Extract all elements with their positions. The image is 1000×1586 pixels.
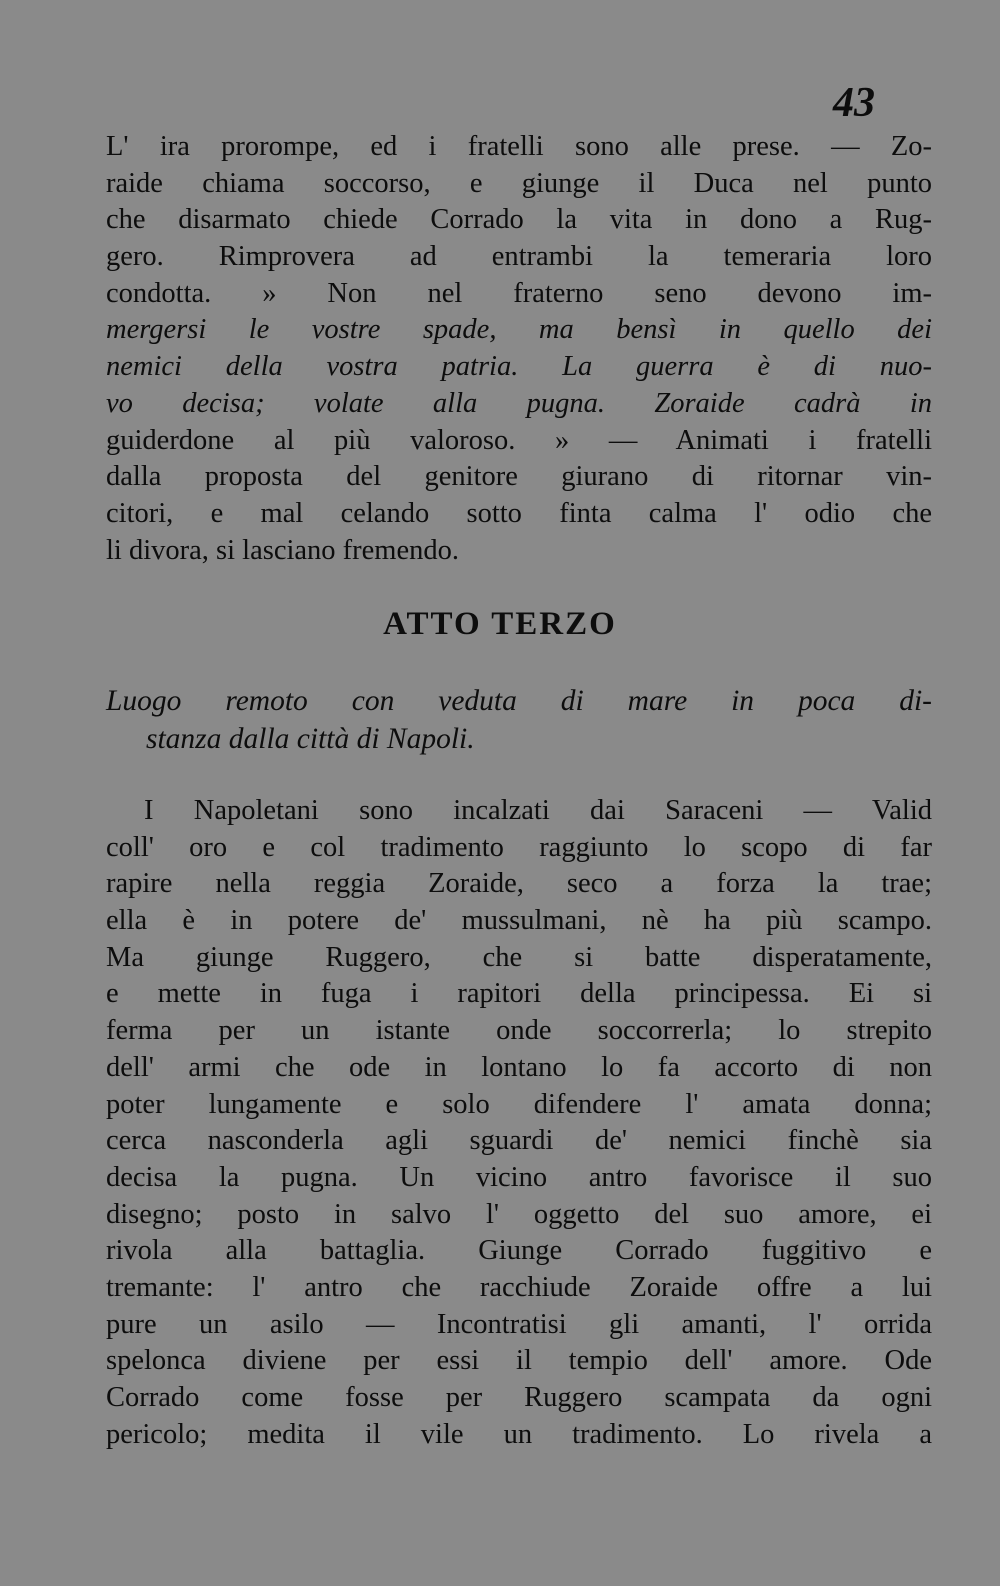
text-line: decisa la pugna. Un vicino antro favorisce il suo	[106, 1161, 932, 1193]
text-line: raide chiama soccorso, e giunge il Duca nel punto	[106, 167, 932, 199]
text-line: disegno; posto in salvo l' oggetto del suo amore, ei	[106, 1198, 932, 1230]
text-line: coll' oro e col tradimento raggiunto lo scopo di far	[106, 831, 932, 863]
text-line-italic: nemici della vostra patria. La guerra è di nuo-	[106, 351, 932, 383]
text-line: guiderdone al più valoroso. » — Animati i fratelli	[106, 424, 932, 456]
text-line: tremante: l' antro che racchiude Zoraide offre a lui	[106, 1271, 932, 1303]
text-line: poter lungamente e solo difendere l' amata donna;	[106, 1088, 932, 1120]
text-line: rivola alla battaglia. Giunge Corrado fuggitivo e	[106, 1235, 932, 1267]
text-line: dell' armi che ode in lontano lo fa accorto di non	[106, 1051, 932, 1083]
text-line-italic: mergersi le vostre spade, ma bensì in quello dei	[106, 314, 932, 346]
text-line: condotta. » Non nel fraterno seno devono im-	[106, 277, 932, 309]
text-line: pure un asilo — Incontratisi gli amanti, l' orrida	[106, 1308, 932, 1340]
text-line: pericolo; medita il vile un tradimento. Lo rivela a	[106, 1418, 932, 1450]
text-line: ella è in potere de' mussulmani, nè ha più scampo.	[106, 905, 932, 937]
text-line: cerca nasconderla agli sguardi de' nemici finchè sia	[106, 1125, 932, 1157]
page-number: 43	[833, 80, 875, 126]
text-line: li divora, si lasciano fremendo.	[106, 534, 459, 566]
text-line: e mette in fuga i rapitori della principessa. Ei si	[106, 978, 932, 1010]
text-line: citori, e mal celando sotto finta calma l' odio che	[106, 497, 932, 529]
text-line: Corrado come fosse per Ruggero scampata da ogni	[106, 1382, 932, 1413]
paragraph-act-three	[106, 793, 932, 1453]
text-line: dalla proposta del genitore giurano di ritornar vin-	[106, 461, 932, 493]
scene-line: Luogo remoto con veduta di mare in poca di-	[106, 685, 932, 717]
text-line: I Napoletani sono incalzati dai Saraceni — Valid	[144, 795, 932, 826]
text-line: che disarmato chiede Corrado la vita in dono a Rug-	[106, 204, 932, 236]
text-line: L' ira prorompe, ed i fratelli sono alle prese. — Zo-	[106, 131, 932, 162]
text-line: spelonca diviene per essi il tempio dell' amore. Ode	[106, 1345, 932, 1377]
text-line: Ma giunge Ruggero, che si batte disperatamente,	[106, 941, 932, 973]
scene-line: stanza dalla città di Napoli.	[146, 723, 475, 755]
act-heading: ATTO TERZO	[383, 606, 617, 642]
paragraph-act-two-end	[106, 129, 932, 569]
text-line: rapire nella reggia Zoraide, seco a forza la trae;	[106, 868, 932, 900]
text-line: ferma per un istante onde soccorrerla; lo strepito	[106, 1015, 932, 1047]
scene-description	[106, 682, 932, 758]
text-line-italic: vo decisa; volate alla pugna. Zoraide cadrà in	[106, 387, 932, 419]
text-line: gero. Rimprovera ad entrambi la temeraria loro	[106, 241, 932, 273]
